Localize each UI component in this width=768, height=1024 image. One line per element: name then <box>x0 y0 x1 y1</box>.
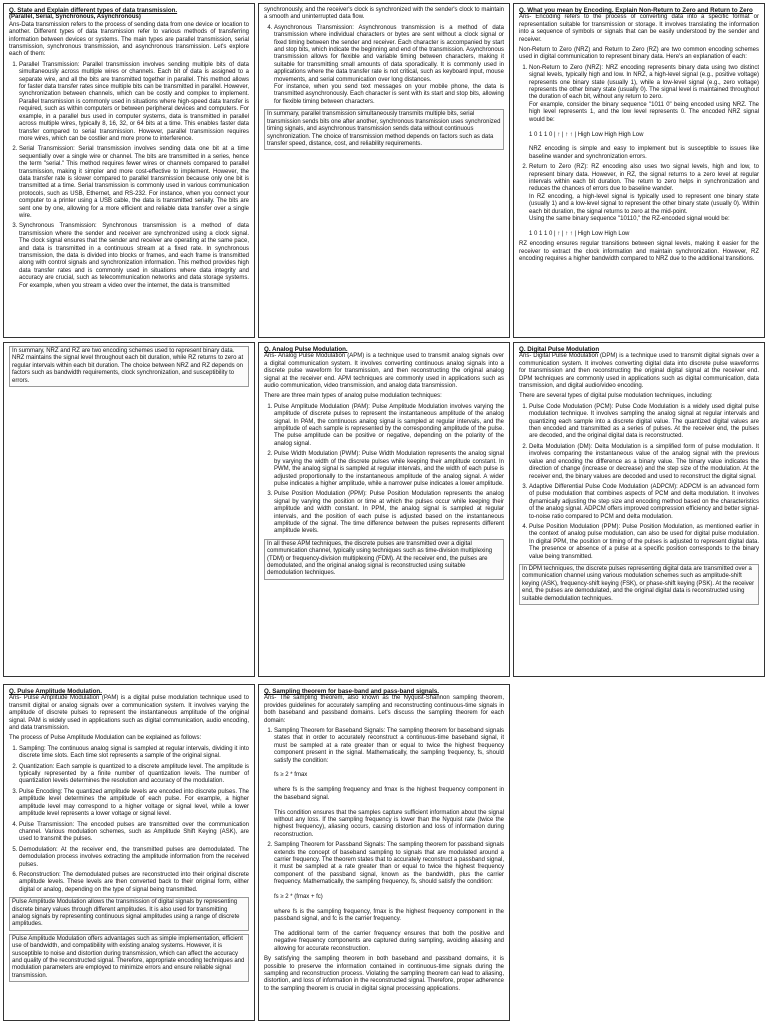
list-item: 5. Demodulation: At the receiver end, the transmitted pulses are demodulated. The demodulation process involves extracting the amplitude information from the received pulses. <box>19 847 249 869</box>
list-item-baseband <box>274 728 504 839</box>
list-item-nrz <box>529 65 759 161</box>
list-item: 2. Pulse Width Modulation (PWM): Pulse Width Modulation represents the analog signal by varying the width of the discrete pulses while keeping their amplitude constant. In PWM, the analog signal is sampled at regular intervals, and the width of each pulse is adjusted proportionally to the instantaneous amplitude of the analog signal. A wider pulse indicates a higher amplitude, while a narrower pulse indicates a lower amplitude. <box>274 451 504 488</box>
page-sampling-theorem <box>258 684 510 1021</box>
question-title: Q. Analog Pulse Modulation. <box>264 346 348 353</box>
rz-sequence: 1 0 1 1 0 | ↑ | ↑ ↑ | High Low High Low <box>529 230 630 237</box>
list-item: 3. Pulse Position Modulation (PPM): Pulse Position Modulation represents the analog signal by varying the position or time at which the pulses occur while keeping their amplitude and width constant. In PPM, the analog signal is sampled at regular intervals, and the position of each pulse is adjusted based on the instantaneous amplitude of the signal. The time difference between the pulses represents different amplitude levels. <box>274 491 504 535</box>
dpm-list <box>519 404 759 561</box>
list-item: 1. Pulse Amplitude Modulation (PAM): Pulse Amplitude Modulation involves varying the amplitude of discrete pulses to represent the instantaneous amplitude of the analog signal. In PAM, the continuous analog signal is sampled at regular intervals, and the amplitude of each sample is represented by the corresponding amplitude of the pulse. The pulse amplitude can be positive or negative, depending on the polarity of the analog signal. <box>274 404 504 448</box>
list-item-example: For instance, when you send text messages on your mobile phone, the data is transmitted asynchronously. Each character is sent with its start and stop bits, allowing for flexible timing between characters. <box>274 84 504 105</box>
passband-equation: fs ≥ 2 * (fmax + fc) <box>274 893 323 900</box>
answer-intro: Ans- Encoding refers to the process of converting data into a specific format or representation suitable for transmission or storage. It involves translating the information into a sequence of symbols or signals that can be easily understood by the sender and receiver. <box>519 14 759 43</box>
page-async-transmission <box>258 3 510 338</box>
summary-box: In summary, parallel transmission simultaneously transmits multiple bits, serial transmission sends bits one after another, synchronous transmission uses synchronized timing signals, and asynchronous transmission sends data without continuous synchronization. The choice of transmission method depends on factors such as data transfer speed, distance, cost, and reliability requirements. <box>264 109 504 150</box>
baseband-equation: fs ≥ 2 * fmax <box>274 772 308 779</box>
question-subtitle: (Parallel, Serial, Synchronous, Asynchronous) <box>9 14 141 21</box>
list-item: 6. Reconstruction: The demodulated pulses are reconstructed into their original discrete amplitude levels. These levels are then converted back to their original form, either digital or analog, depending on the type of signal being transmitted. <box>19 872 249 894</box>
page-pulse-amplitude-modulation <box>3 684 255 1021</box>
rz-note: RZ encoding ensures regular transitions between signal levels, making it easier for the receiver to extract the clock information and maintain synchronization. However, RZ encoding requires a higher bandwidth compared to NRZ due to the additional transitions. <box>519 241 759 262</box>
summary-box: In DPM techniques, the discrete pulses representing digital data are transmitted over a communication channel using various modulation schemes such as amplitude-shift keying (ASK), frequency-shift keying (FSK), or phase-shift keying (PSK). At the receiver end, the pulses are demodulated, and the original digital data is reconstructed using suitable demodulation techniques. <box>519 564 759 605</box>
baseband-text: Sampling Theorem for Baseband Signals: The sampling theorem for baseband signals states that in order to accurately reconstruct a continuous-time baseband signal, it must be sampled at a rate greater than or equal to twice the highest frequency component present in the signal. Mathematically, the sampling frequency, fs, should satisfy the condition: <box>274 728 504 764</box>
rz-example: Using the same binary sequence "10110," the RZ-encoded signal would be: <box>529 215 730 222</box>
list-item: 3. Adaptive Differential Pulse Code Modulation (ADPCM): ADPCM is an advanced form of pulse modulation that combines aspects of PCM and delta modulation. It involves dynamically adjusting the step size and encoding method based on the characteristics of the analog signal. ADPCM offers improved compression efficiency and better signal-to-noise ratio compared to PCM and delta modulation. <box>529 484 759 521</box>
list-item: 1. Sampling: The continuous analog signal is sampled at regular intervals, dividing it into discrete time slots. Each time slot represents a sample of the original signal. <box>19 746 249 761</box>
list-item-passband <box>274 842 504 953</box>
list-item-text: Asynchronous Transmission: Asynchronous transmission is a method of data transmission where individual characters or bytes are sent without a clock signal or fixed timing between the sender and receiver. Each character is accompanied by start and stop bits, which indicate the beginning and end of the transmission. Asynchronous transmission allows for flexible and variable timing between characters, making it suitable for transmitting small amounts of data sporadically. It is commonly used in applications where the data transfer rate is not critical, such as keyboard input, mouse movements, and serial communication over long distances. <box>274 24 504 83</box>
list-item: 3. Pulse Encoding: The quantized amplitude levels are encoded into discrete pulses. The amplitude level determines the amplitude of each pulse. For example, a higher amplitude level may correspond to a higher voltage or signal level, while a lower amplitude level represents a lower voltage or signal level. <box>19 789 249 819</box>
note-box: Pulse Amplitude Modulation allows the transmission of digital signals by representing discrete binary values through different amplitudes. It is also used for transmitting analog signals by representing continuous signal amplitudes using a range of discrete amplitudes. <box>9 897 249 931</box>
list-item: 4. Pulse Transmission: The encoded pulses are transmitted over the communication channel. Various modulation schemes, such as Amplitude Shift Keying (ASK), are used to transmit the pulses. <box>19 822 249 844</box>
answer-intro: Ans- Pulse Amplitude Modulation (PAM) is a digital pulse modulation technique used to transmit digital or analog signals over a communication system. It involves varying the amplitude of discrete pulses to represent the instantaneous amplitude of the original signal. PAM is widely used in applications such as digital communication, audio encoding, and data transmission. <box>9 695 249 732</box>
answer-intro: Ans-Data transmission refers to the process of sending data from one device or location to another. Different types of data transmission refer to various methods of transferring information between devices or systems. The main types are parallel transmission, serial transmission, synchronous transmission, and asynchronous transmission. Let's explore each of them: <box>9 21 249 58</box>
pam-steps-list <box>9 746 249 894</box>
answer-intro: Ans- Analog Pulse Modulation (APM) is a technique used to transmit analog signals over a digital communication system. It involves converting continuous analog signals into a discrete pulse waveform for transmission, and then reconstructing the original analog signal at the receiver end. APM techniques are commonly used in applications such as audio communication, video transmission, and analog data transmission. <box>264 353 504 390</box>
transmission-list <box>9 62 249 290</box>
summary-box: In summary, NRZ and RZ are two encoding schemes used to represent binary data. NRZ maintains the signal level throughout each bit duration, while RZ returns to zero at regular intervals within each bit duration. The choice between NRZ and RZ depends on factors such as bandwidth requirements, clock synchronization, and susceptibility to errors. <box>9 346 249 387</box>
page-digital-pulse-modulation <box>513 342 765 677</box>
list-item: 4. Pulse Position Modulation (PPM): Pulse Position Modulation, as mentioned earlier in the context of analog pulse modulation, can also be used for digital pulse modulation. In digital PPM, the position or timing of the pulses is adjusted to represent digital data. The presence or absence of a pulse at a specific position corresponds to the binary value being transmitted. <box>529 524 759 561</box>
list-item: 2. Delta Modulation (DM): Delta Modulation is a simplified form of pulse modulation. It involves comparing the instantaneous value of the analog signal with the previous value and encoding the difference as a binary value. The binary value indicates the direction of change (increase or decrease) and the step size of the modulation. At the receiver end, the binary values are decoded and used to reconstruct the digital signal. <box>529 444 759 481</box>
baseband-note: This condition ensures that the samples capture sufficient information about the signal without any loss. If the sampling frequency is lower than the Nyquist rate (twice the highest frequency), aliasing occurs, causing distortion and loss of information during reconstruction. <box>274 809 504 838</box>
list-item: 2. Serial Transmission: Serial transmission involves sending data one bit at a time sequentially over a single wire or channel. The bits are transmitted in a series, hence the term "serial." This method requires fewer wires or channels compared to parallel transmission, making it simpler and more cost-effective to implement. However, the data transfer rate is slower compared to parallel transmission because only one bit is transmitted at a time. Serial transmission is commonly used in various communication protocols, such as USB, Ethernet, and RS-232. For instance, when you connect your computer to a printer using a USB cable, the data is transmitted serially. The bits are sent one by one, allowing for a more efficient and reliable data transfer over a single wire. <box>19 146 249 220</box>
note-box: Pulse Amplitude Modulation offers advantages such as simple implementation, efficient use of bandwidth, and compatibility with existing analog systems. However, it is susceptible to noise and distortion during transmission, which can affect the accuracy and quality of the reconstructed signal. Therefore, appropriate encoding techniques and modulation parameters are employed to minimize errors and ensure reliable signal transmission. <box>9 934 249 982</box>
continued-text: synchronously, and the receiver's clock is synchronized with the sender's clock to maintain a smooth and uninterrupted data flow. <box>264 7 504 21</box>
process-heading: The process of Pulse Amplitude Modulation can be explained as follows: <box>9 735 202 742</box>
page-encoding-summary <box>3 342 255 677</box>
question-title: Q. Digital Pulse Modulation <box>519 346 600 353</box>
summary-box: In all these APM techniques, the discrete pulses are transmitted over a digital communication channel, typically using techniques such as time-division multiplexing (TDM) or frequency-division multiplexing (FDM). At the receiver end, the pulses are demodulated, and the original analog signal is reconstructed using suitable demodulation techniques. <box>264 539 504 580</box>
baseband-where: where fs is the sampling frequency and fmax is the highest frequency component in the baseband signal. <box>274 787 504 801</box>
passband-where: where fs is the sampling frequency, fmax is the highest frequency component in the passband signal, and fc is the carrier frequency. <box>274 908 504 923</box>
question-title: Q. State and Explain different types of data transmission. <box>9 7 178 14</box>
encoding-list <box>519 65 759 238</box>
list-item: 2. Quantization: Each sample is quantized to a discrete amplitude level. The amplitude is typically represented by a finite number of quantization levels. The number of quantization levels determines the resolution and accuracy of the modulation. <box>19 764 249 786</box>
answer-intro: Ans- The sampling theorem, also known as the Nyquist-Shannon sampling theorem, provides guidelines for accurately sampling and reconstructing continuous-time signals in both baseband and passband domains. Let's discuss the sampling theorem for each domain: <box>264 695 504 724</box>
nrz-example: For example, consider the binary sequence "1011 0" being encoded using NRZ. The high level represents 1, and the low level represents 0. The encoded NRZ signal would be: <box>529 101 759 123</box>
rz-text-2: In RZ encoding, a high-level signal is typically used to represent one binary state (usually 1) and a low-level signal to represent the other binary state (usually 0). Within each bit duration, the signal returns to zero at the mid-point. <box>529 193 759 215</box>
types-heading: There are three main types of analog pulse modulation techniques: <box>264 393 442 400</box>
list-item: 3. Synchronous Transmission: Synchronous transmission is a method of data transmission where the sender and receiver are synchronized using a clock signal. The clock signal ensures that the sender and receiver are operating at the same pace, and data is transmitted in a continuous stream at a fixed rate. In synchronous transmission, the data is divided into blocks or frames, and each frame is transmitted along with control signals and synchronization information. This method provides high data transfer rates and is commonly used in situations where data integrity and accuracy are crucial, such as telecommunication networks and data storage systems. For example, when you stream a video over the internet, the data is transmitted <box>19 223 249 290</box>
page-encoding <box>513 3 765 338</box>
passband-text: Sampling Theorem for Passband Signals: The sampling theorem for passband signals extends the concept of baseband sampling to signals that are modulated around a carrier frequency. The theorem states that to accurately reconstruct a passband signal, it must be sampled at a rate greater than or equal to twice the highest frequency component of the passband signal, known as the bandwidth, plus the carrier frequency. Mathematically, the sampling frequency, fs, should satisfy the condition: <box>274 842 504 886</box>
question-title: Q. Sampling theorem for base-band and pass-band signals. <box>264 688 439 695</box>
question-title: Q. Pulse Amplitude Modulation. <box>9 688 102 695</box>
nrz-note: NRZ encoding is simple and easy to implement but is susceptible to issues like baseline wander and synchronization errors. <box>529 146 759 160</box>
types-heading: There are several types of digital pulse modulation techniques, including: <box>519 393 713 400</box>
sampling-list <box>264 728 504 953</box>
conclusion: By satisfying the sampling theorem in both baseband and passband domains, it is possible to preserve the information contained in continuous-time signals during the sampling and reconstruction process. Violating the sampling theorem can lead to aliasing, distortion, and loss of information in the reconstructed signal. Therefore, proper adherence to the sampling theorem is crucial in digital signal processing applications. <box>264 956 504 992</box>
rz-text: Return to Zero (RZ): RZ encoding also uses two signal levels, high and low, to represent binary data. However, in RZ, the signal returns to a zero level at regular intervals within each bit duration. The return to zero helps in synchronization and reduces the chances of errors due to baseline wander. <box>529 164 759 193</box>
list-item-rz <box>529 164 759 238</box>
question-title: Q. What you mean by Encoding. Explain Non-Return to Zero and Return to Zero <box>519 7 753 14</box>
transmission-list-cont <box>264 25 504 106</box>
list-item <box>274 25 504 106</box>
page-analog-pulse-modulation <box>258 342 510 677</box>
passband-note: The additional term of the carrier frequency ensures that both the positive and negative frequency components are captured during sampling, avoiding aliasing and allowing for accurate reconstruction. <box>274 931 504 952</box>
nrz-sequence: 1 0 1 1 0 | ↑ | ↑ ↑ | High Low High High Low <box>529 131 644 138</box>
apm-list <box>264 404 504 536</box>
nrz-text: Non-Return to Zero (NRZ): NRZ encoding represents binary data using two distinct signal levels, typically high and low. In NRZ, a high-level signal (e.g., positive voltage) represents one binary state (usually 1), while a low-level signal (e.g., zero voltage) represents the other binary state (usually 0). The signal level is maintained throughout the duration of each bit, without any return to zero. <box>529 64 759 101</box>
answer-intro-2: Non-Return to Zero (NRZ) and Return to Zero (RZ) are two common encoding schemes used in digital communication to represent binary data. Here's an explanation of each: <box>519 47 759 61</box>
answer-intro: Ans- Digital Pulse Modulation (DPM) is a technique used to transmit digital signals over a communication system. It involves converting digital data into discrete pulse waveforms for transmission and then reconstructing the original digital signal at the receiver end. DPM techniques are commonly used in applications such as digital communication, data transmission, and digital audio/video encoding. <box>519 353 759 390</box>
list-item: 1. Pulse Code Modulation (PCM): Pulse Code Modulation is a widely used digital pulse modulation technique. It involves sampling the analog signal at regular intervals and quantizing each sample into a discrete digital value. The quantized digital values are then encoded and transmitted as a series of pulses. At the receiver end, the pulses are decoded, and the original digital data is reconstructed. <box>529 404 759 441</box>
page-data-transmission <box>3 3 255 338</box>
list-item: 1. Parallel Transmission: Parallel transmission involves sending multiple bits of data simultaneously across multiple wires or channels. Each bit of data is assigned to a separate wire, and all the bits are transmitted together in parallel. This method allows for faster data transfer rates since multiple bits can be transmitted in parallel. However, synchronization between channels, which can be costly and complex to implement. Parallel transmission is commonly used in situations where high-speed data transfer is required, such as within computers or between peripheral devices and computers. For example, in a parallel bus used in computer systems, data is transmitted in parallel across multiple wires, typically 8, 16, 32, or 64 bits at a time. This enables faster data transfer compared to serial transmission. However, parallel transmission requires more wires, which can be costlier and more prone to interference. <box>19 62 249 143</box>
